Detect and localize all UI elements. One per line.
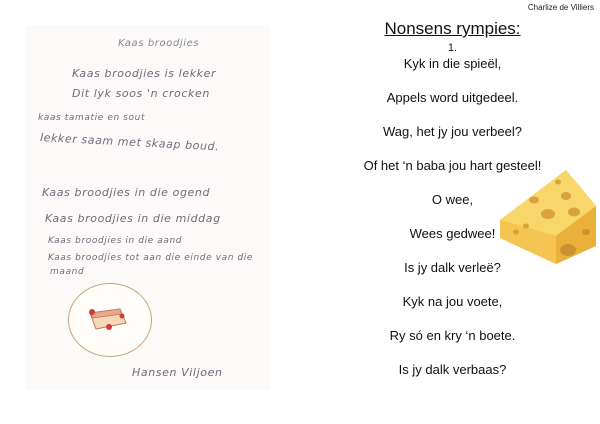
- poem-line: Appels word uitgedeel.: [386, 90, 519, 105]
- handwritten-line: Kaas broodjies in die ogend: [42, 186, 211, 199]
- handwritten-title: Kaas broodjies: [118, 38, 200, 49]
- poem-number: 1.: [447, 42, 458, 54]
- poem-line: Is jy dalk verbaas?: [398, 362, 507, 377]
- poem-line: Kyk na jou voete,: [402, 294, 503, 309]
- handwritten-line: Dit lyk soos 'n crocken: [72, 87, 210, 100]
- handwritten-line: Kaas broodjies in die aand: [48, 236, 183, 246]
- poem-line: Wag, het jy jou verbeel?: [383, 124, 522, 139]
- poem-line: Is jy dalk verleë?: [404, 260, 501, 275]
- handwritten-line: Kaas broodjies is lekker: [72, 67, 217, 80]
- author-name: Charlize de Villiers: [527, 3, 594, 12]
- handwritten-line: Kaas broodjies tot aan die einde van die: [48, 253, 254, 263]
- poem-line: Wees gedwee!: [409, 226, 496, 241]
- handwritten-line: Kaas broodjies in die middag: [45, 212, 221, 225]
- poem-line: O wee,: [431, 192, 474, 207]
- poem-line: Of het ‘n baba jou hart gesteel!: [363, 158, 542, 173]
- poem-line: Kyk in die spieël,: [403, 56, 502, 71]
- handwritten-signature: Hansen Viljoen: [132, 366, 223, 379]
- poem-line: Ry só en kry ‘n boete.: [389, 328, 516, 343]
- cheese-icon: [496, 166, 600, 266]
- handwritten-line: kaas tamatie en sout: [38, 113, 146, 123]
- cake-slice-drawing: [86, 305, 130, 333]
- handwritten-line: maand: [50, 267, 85, 277]
- poem-title: Nonsens rympies:: [384, 19, 521, 38]
- handwritten-line: lekker saam met skaap boud.: [39, 131, 220, 154]
